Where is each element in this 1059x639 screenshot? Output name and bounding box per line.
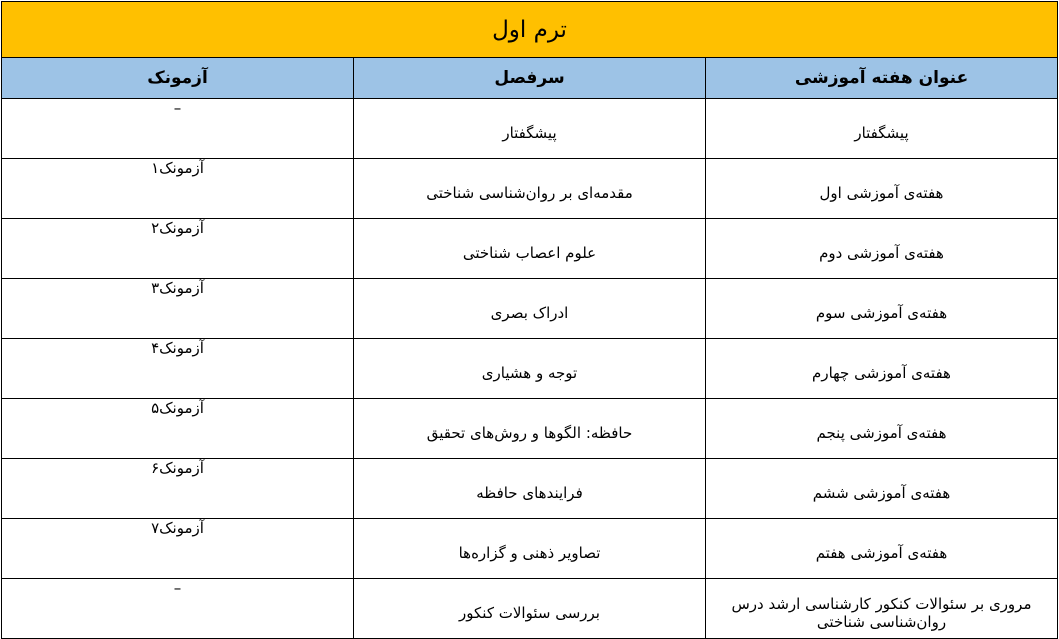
quiz-cell: آزمونک۶ bbox=[2, 459, 354, 519]
topic-cell: فرایندهای حافظه bbox=[354, 459, 706, 519]
quiz-cell: آزمونک۳ bbox=[2, 279, 354, 339]
topic-cell: بررسی سئوالات کنکور bbox=[354, 579, 706, 639]
week-cell: هفته‌ی آموزشی دوم bbox=[706, 219, 1058, 279]
quiz-cell: آزمونک۵ bbox=[2, 399, 354, 459]
header-quiz: آزمونک bbox=[2, 58, 354, 99]
title-row bbox=[2, 2, 1058, 58]
week-cell: مروری بر سئوالات کنکور کارشناسی ارشد درس روان‌شناسی شناختی bbox=[706, 579, 1058, 639]
quiz-cell: آزمونک۲ bbox=[2, 219, 354, 279]
week-cell: هفته‌ی آموزشی ششم bbox=[706, 459, 1058, 519]
topic-cell: تصاویر ذهنی و گزاره‌ها bbox=[354, 519, 706, 579]
quiz-cell: – bbox=[2, 579, 354, 639]
week-cell: پیشگفتار bbox=[706, 99, 1058, 159]
topic-cell: مقدمه‌ای بر روان‌شناسی شناختی bbox=[354, 159, 706, 219]
table-row bbox=[2, 339, 1058, 399]
table-row bbox=[2, 579, 1058, 639]
quiz-cell: آزمونک۷ bbox=[2, 519, 354, 579]
topic-cell: پیشگفتار bbox=[354, 99, 706, 159]
topic-cell: توجه و هشیاری bbox=[354, 339, 706, 399]
week-cell: هفته‌ی آموزشی هفتم bbox=[706, 519, 1058, 579]
header-topic: سرفصل bbox=[354, 58, 706, 99]
header-row bbox=[2, 58, 1058, 99]
table-row bbox=[2, 279, 1058, 339]
topic-cell: ادراک بصری bbox=[354, 279, 706, 339]
quiz-cell: – bbox=[2, 99, 354, 159]
table-row bbox=[2, 219, 1058, 279]
table-row bbox=[2, 99, 1058, 159]
table-row bbox=[2, 459, 1058, 519]
quiz-cell: آزمونک۱ bbox=[2, 159, 354, 219]
week-cell: هفته‌ی آموزشی اول bbox=[706, 159, 1058, 219]
header-week-title: عنوان هفته آموزشی bbox=[706, 58, 1058, 99]
topic-cell: حافظه: الگوها و روش‌های تحقیق bbox=[354, 399, 706, 459]
table-row bbox=[2, 399, 1058, 459]
table-row bbox=[2, 519, 1058, 579]
week-cell: هفته‌ی آموزشی چهارم bbox=[706, 339, 1058, 399]
topic-cell: علوم اعصاب شناختی bbox=[354, 219, 706, 279]
quiz-cell: آزمونک۴ bbox=[2, 339, 354, 399]
schedule-table bbox=[1, 1, 1058, 639]
table-title: ترم اول bbox=[2, 2, 1058, 58]
week-cell: هفته‌ی آموزشی پنجم bbox=[706, 399, 1058, 459]
table-row bbox=[2, 159, 1058, 219]
week-cell: هفته‌ی آموزشی سوم bbox=[706, 279, 1058, 339]
